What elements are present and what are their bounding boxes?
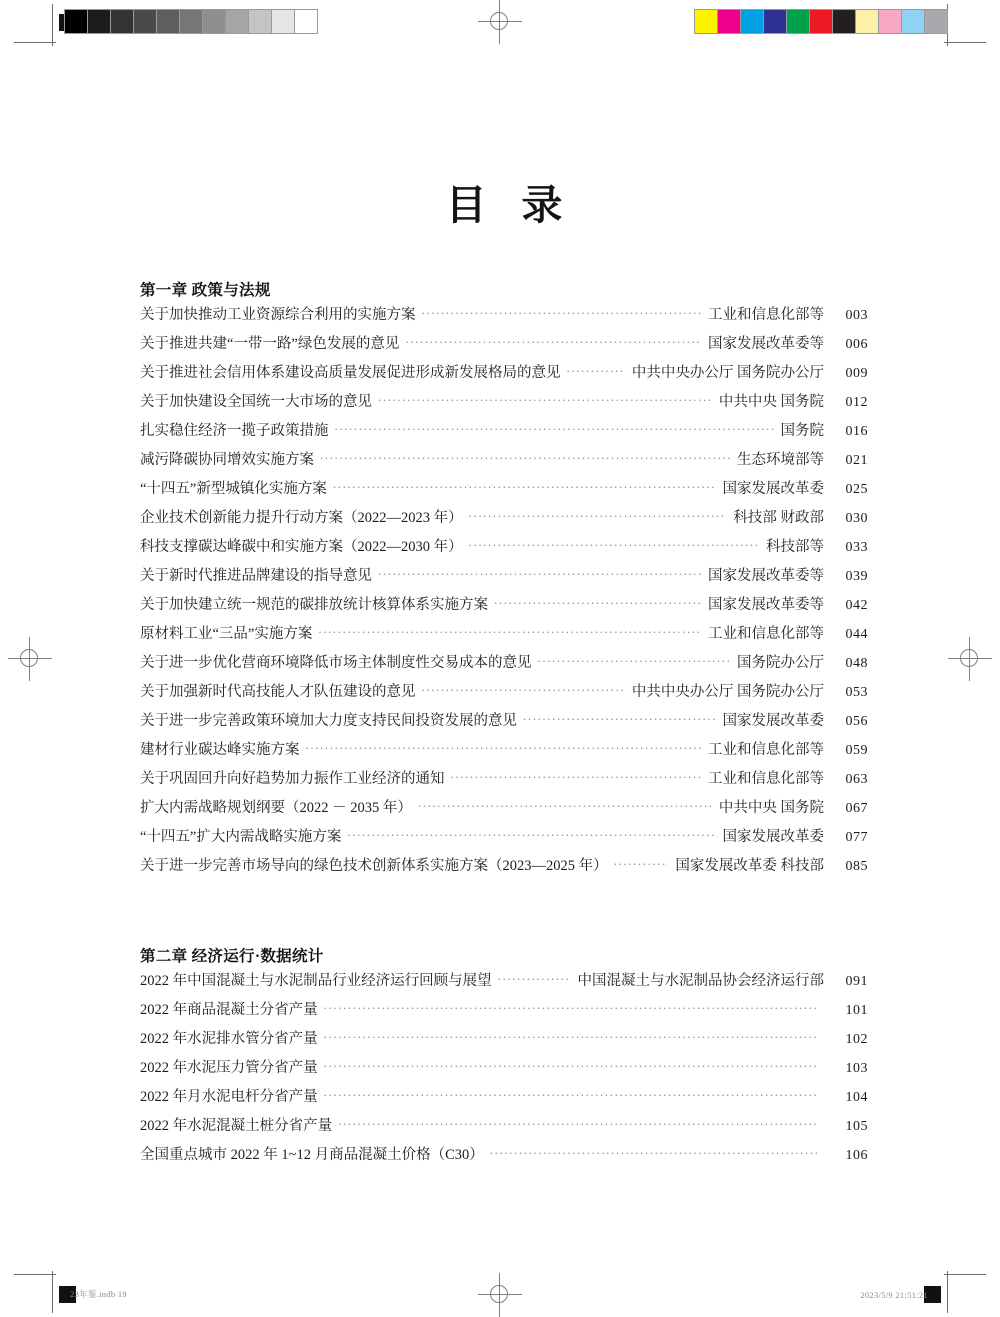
toc-entry-source: 中共中央 国务院 <box>718 393 824 410</box>
toc-leader-dots <box>567 362 625 377</box>
toc-entry[interactable] <box>140 1028 868 1057</box>
chapter-heading-2: 第二章 经济运行·数据统计 <box>140 948 324 965</box>
toc-entry-page-number: 003 <box>845 307 868 323</box>
toc-leader-dots <box>347 826 715 841</box>
toc-leader-dots <box>324 999 817 1014</box>
toc-entry-page-number: 059 <box>845 742 868 758</box>
toc-leader-dots <box>405 333 701 348</box>
grayscale-swatch-0 <box>65 10 88 33</box>
toc-leader-dots <box>378 391 712 406</box>
toc-entry-page-number: 053 <box>845 684 868 700</box>
toc-entry-source: 中共中央办公厅 国务院办公厅 <box>631 683 824 700</box>
crop-mark-bottom-left <box>14 1271 56 1313</box>
toc-leader-dots <box>324 1086 817 1101</box>
toc-entry-title: 2022 年水泥压力管分省产量 <box>140 1059 318 1076</box>
toc-entry[interactable] <box>140 1144 868 1173</box>
toc-leader-dots <box>378 565 701 580</box>
toc-leader-dots <box>333 478 716 493</box>
toc-entry-title: 关于进一步完善市场导向的绿色技术创新体系实施方案（2023—2025 年） <box>140 857 608 874</box>
toc-leader-dots <box>324 1057 817 1072</box>
toc-leader-dots <box>422 304 702 319</box>
toc-leader-dots <box>469 507 727 522</box>
toc-entry-source: 中共中央办公厅 国务院办公厅 <box>631 364 824 381</box>
toc-entry-title: “十四五”扩大内需战略实施方案 <box>140 828 342 845</box>
toc-leader-dots <box>490 1144 817 1159</box>
toc-entry-title: “十四五”新型城镇化实施方案 <box>140 480 327 497</box>
toc-entry[interactable] <box>140 594 868 623</box>
toc-entry-source: 工业和信息化部等 <box>708 625 824 642</box>
toc-entry-title: 关于加快推动工业资源综合利用的实施方案 <box>140 306 416 323</box>
toc-entry[interactable] <box>140 565 868 594</box>
toc-entry-title: 扎实稳住经济一揽子政策措施 <box>140 422 329 439</box>
page-content <box>140 0 868 1173</box>
toc-leader-dots <box>451 768 702 783</box>
toc-leader-dots <box>614 855 669 870</box>
toc-entry-title: 企业技术创新能力提升行动方案（2022—2023 年） <box>140 509 463 526</box>
toc-entry-page-number: 048 <box>845 655 868 671</box>
toc-entry[interactable] <box>140 681 868 710</box>
toc-entry-title: 全国重点城市 2022 年 1~12 月商品混凝土价格（C30） <box>140 1146 484 1163</box>
toc-entry-source: 国务院办公厅 <box>737 654 824 671</box>
color-swatch-10 <box>925 10 947 33</box>
toc-entry-title: 2022 年水泥混凝土桩分省产量 <box>140 1117 333 1134</box>
toc-entry-title: 科技支撑碳达峰碳中和实施方案（2022—2030 年） <box>140 538 463 555</box>
toc-entry[interactable] <box>140 768 868 797</box>
toc-entry-title: 关于新时代推进品牌建设的指导意见 <box>140 567 372 584</box>
toc-entry[interactable] <box>140 362 868 391</box>
crop-mark-top-left <box>14 4 56 46</box>
registration-mark-bottom <box>478 1273 522 1317</box>
grayscale-swatch-2 <box>111 10 134 33</box>
toc-entry-title: 减污降碳协同增效实施方案 <box>140 451 314 468</box>
toc-leader-dots <box>538 652 731 667</box>
toc-entry-title: 关于加快建设全国统一大市场的意见 <box>140 393 372 410</box>
toc-entry-source: 中共中央 国务院 <box>718 799 824 816</box>
toc-entry-title: 建材行业碳达峰实施方案 <box>140 741 300 758</box>
page-title: 目 录 <box>445 182 575 228</box>
toc-leader-dots <box>469 536 759 551</box>
toc-leader-dots <box>422 681 625 696</box>
registration-mark-right <box>948 637 992 681</box>
footer-timestamp: 2023/5/9 21:51:21 <box>860 1290 928 1300</box>
registration-mark-left <box>8 637 52 681</box>
toc-entry-page-number: 091 <box>845 973 868 989</box>
toc-entry-source: 国家发展改革委等 <box>708 335 824 352</box>
toc-entry[interactable] <box>140 391 868 420</box>
toc-list-chapter-2 <box>140 970 868 1173</box>
toc-entry[interactable] <box>140 855 868 884</box>
toc-leader-dots <box>338 1115 817 1130</box>
toc-entry-page-number: 103 <box>845 1060 868 1076</box>
toc-entry-source: 国务院 <box>780 422 824 439</box>
toc-entry-title: 关于进一步完善政策环境加大力度支持民间投资发展的意见 <box>140 712 517 729</box>
toc-entry-page-number: 006 <box>845 336 868 352</box>
toc-entry[interactable] <box>140 826 868 855</box>
toc-leader-dots <box>318 623 701 638</box>
toc-entry[interactable] <box>140 1086 868 1115</box>
toc-entry-title: 关于推进共建“一带一路”绿色发展的意见 <box>140 335 400 352</box>
toc-entry-title: 关于加强新时代高技能人才队伍建设的意见 <box>140 683 416 700</box>
toc-entry[interactable] <box>140 652 868 681</box>
crop-mark-top-right <box>944 4 986 46</box>
toc-entry-page-number: 056 <box>845 713 868 729</box>
toc-entry-source: 国家发展改革委等 <box>708 567 824 584</box>
toc-entry-page-number: 102 <box>845 1031 868 1047</box>
toc-leader-dots <box>498 970 571 985</box>
toc-entry-page-number: 021 <box>845 452 868 468</box>
toc-entry-page-number: 101 <box>845 1002 868 1018</box>
toc-entry-page-number: 105 <box>845 1118 868 1134</box>
toc-entry-title: 2022 年商品混凝土分省产量 <box>140 1001 318 1018</box>
toc-entry-page-number: 063 <box>845 771 868 787</box>
toc-entry-page-number: 106 <box>845 1147 868 1163</box>
toc-entry-page-number: 039 <box>845 568 868 584</box>
toc-entry-page-number: 030 <box>845 510 868 526</box>
toc-leader-dots <box>494 594 701 609</box>
toc-entry-title: 关于进一步优化营商环境降低市场主体制度性交易成本的意见 <box>140 654 532 671</box>
toc-entry[interactable] <box>140 507 868 536</box>
toc-entry[interactable] <box>140 1115 868 1144</box>
toc-list-chapter-1 <box>140 304 868 884</box>
toc-entry-page-number: 025 <box>845 481 868 497</box>
toc-entry-source: 国家发展改革委等 <box>708 596 824 613</box>
toc-leader-dots <box>335 420 774 435</box>
toc-leader-dots <box>324 1028 817 1043</box>
toc-entry[interactable] <box>140 449 868 478</box>
toc-entry-title: 2022 年中国混凝土与水泥制品行业经济运行回顾与展望 <box>140 972 492 989</box>
toc-entry-page-number: 085 <box>845 858 868 874</box>
toc-leader-dots <box>320 449 730 464</box>
toc-entry-source: 科技部等 <box>766 538 824 555</box>
toc-entry-source: 工业和信息化部等 <box>708 770 824 787</box>
toc-entry-title: 2022 年水泥排水管分省产量 <box>140 1030 318 1047</box>
toc-entry[interactable] <box>140 999 868 1028</box>
toc-entry-page-number: 042 <box>845 597 868 613</box>
toc-entry-page-number: 033 <box>845 539 868 555</box>
toc-entry-title: 关于加快建立统一规范的碳排放统计核算体系实施方案 <box>140 596 488 613</box>
toc-entry-source: 国家发展改革委 <box>722 712 824 729</box>
toc-entry-source: 工业和信息化部等 <box>708 306 824 323</box>
chapter-heading-1: 第一章 政策与法规 <box>140 282 271 299</box>
toc-leader-dots <box>523 710 716 725</box>
toc-entry[interactable] <box>140 1057 868 1086</box>
toc-entry-title: 原材料工业“三品”实施方案 <box>140 625 313 642</box>
toc-entry-page-number: 077 <box>845 829 868 845</box>
toc-entry-title: 关于巩固回升向好趋势加力振作工业经济的通知 <box>140 770 445 787</box>
toc-entry[interactable] <box>140 304 868 333</box>
footer-file-label: 23年鉴.indb 19 <box>70 1289 127 1299</box>
toc-entry-page-number: 067 <box>845 800 868 816</box>
toc-entry-source: 国家发展改革委 科技部 <box>675 857 824 874</box>
grayscale-swatch-1 <box>88 10 111 33</box>
toc-entry[interactable] <box>140 739 868 768</box>
toc-leader-dots <box>418 797 712 812</box>
toc-entry[interactable] <box>140 478 868 507</box>
color-swatch-9 <box>902 10 925 33</box>
toc-entry-title: 2022 年月水泥电杆分省产量 <box>140 1088 318 1105</box>
toc-entry[interactable] <box>140 797 868 826</box>
toc-entry-source: 生态环境部等 <box>737 451 824 468</box>
toc-leader-dots <box>306 739 702 754</box>
toc-entry[interactable] <box>140 970 868 999</box>
toc-entry-page-number: 016 <box>845 423 868 439</box>
toc-entry-source: 中国混凝土与水泥制品协会经济运行部 <box>577 972 824 989</box>
toc-entry-title: 关于推进社会信用体系建设高质量发展促进形成新发展格局的意见 <box>140 364 561 381</box>
toc-entry[interactable] <box>140 710 868 739</box>
toc-entry[interactable] <box>140 420 868 449</box>
toc-entry-source: 国家发展改革委 <box>722 480 824 497</box>
toc-entry[interactable] <box>140 333 868 362</box>
color-swatch-8 <box>879 10 902 33</box>
toc-entry-page-number: 044 <box>845 626 868 642</box>
toc-entry-title: 扩大内需战略规划纲要（2022 － 2035 年） <box>140 799 412 816</box>
toc-entry-source: 科技部 财政部 <box>733 509 824 526</box>
toc-entry[interactable] <box>140 536 868 565</box>
toc-entry-page-number: 012 <box>845 394 868 410</box>
toc-entry[interactable] <box>140 623 868 652</box>
toc-entry-page-number: 104 <box>845 1089 868 1105</box>
crop-mark-bottom-right <box>944 1271 986 1313</box>
toc-entry-page-number: 009 <box>845 365 868 381</box>
toc-entry-source: 国家发展改革委 <box>722 828 824 845</box>
toc-entry-source: 工业和信息化部等 <box>708 741 824 758</box>
